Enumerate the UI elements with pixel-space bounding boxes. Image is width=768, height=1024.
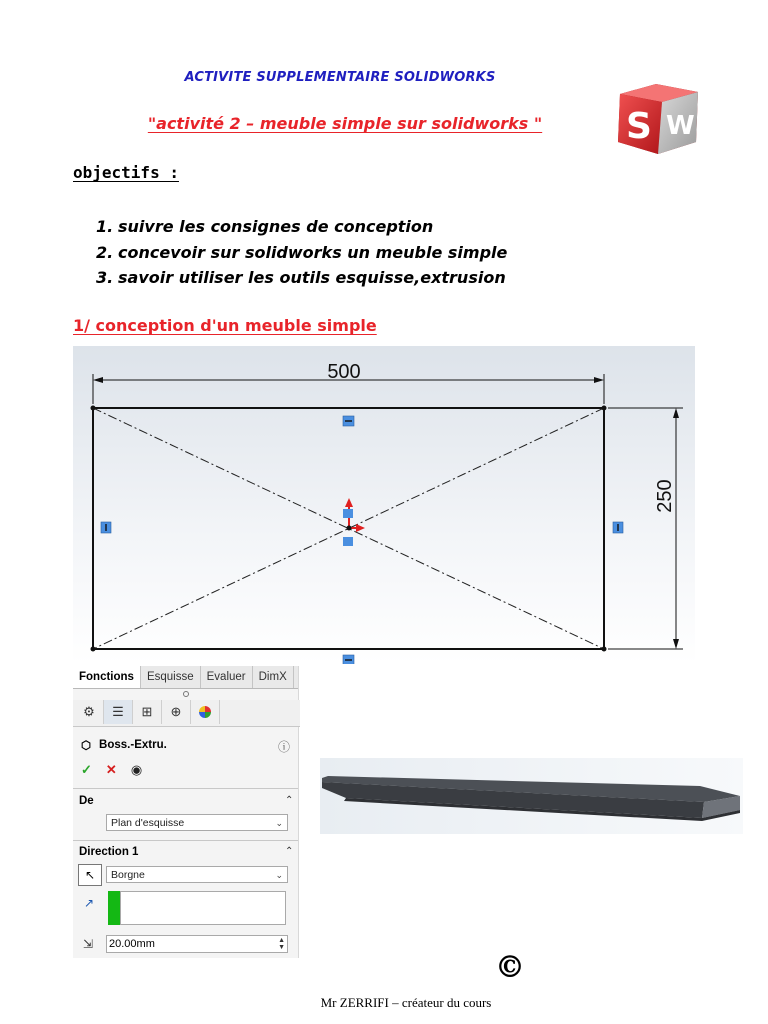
direction-color-indicator xyxy=(108,891,120,925)
group-separator xyxy=(73,788,298,789)
logo-letter-s: S xyxy=(626,106,652,147)
extrude-feature-icon: ⬡ xyxy=(81,740,92,752)
document-title: ACTIVITE SUPPLEMENTAIRE SOLIDWORKS xyxy=(184,70,496,85)
from-select[interactable] xyxy=(106,814,288,831)
section-title: 1/ conception d'un meuble simple xyxy=(73,316,377,335)
ok-check-icon[interactable]: ✓ xyxy=(81,762,92,777)
objective-text: concevoir sur solidworks un meuble simple xyxy=(118,242,508,262)
horizontal-relation-icon[interactable] xyxy=(343,416,354,426)
dimxpert-manager-icon[interactable]: ⊕ xyxy=(162,700,191,724)
tab-evaluer[interactable]: Evaluer xyxy=(201,666,253,688)
objective-text: suivre les consignes de conception xyxy=(118,217,434,236)
tab-dimx[interactable]: DimX xyxy=(253,666,294,688)
objectives-heading: objectifs : xyxy=(73,163,179,182)
sketch-drawing xyxy=(73,346,695,664)
end-condition-select[interactable] xyxy=(106,866,288,883)
objective-number: 1. xyxy=(96,217,114,236)
objective-item xyxy=(96,240,507,266)
group-separator xyxy=(73,840,298,841)
collapse-handle[interactable] xyxy=(183,691,189,697)
copyright-symbol: © xyxy=(495,950,525,985)
feature-title-text: Boss.-Extru. xyxy=(99,739,167,751)
property-manager-icon[interactable]: ☰ xyxy=(104,700,133,724)
chevron-down-icon: ⌄ xyxy=(275,818,283,828)
extruded-part-render xyxy=(320,758,743,834)
objective-text: savoir utiliser les outils esquisse,extrusion xyxy=(118,268,506,287)
panel-actions xyxy=(81,762,142,778)
height-dimension-label: 250 xyxy=(654,479,676,513)
objective-item xyxy=(96,214,507,240)
objectives-list xyxy=(96,214,507,291)
logo-letter-w: W xyxy=(666,111,695,141)
width-dimension-label: 500 xyxy=(327,361,361,383)
property-manager-panel xyxy=(73,666,299,958)
cancel-x-icon[interactable]: ✕ xyxy=(105,762,117,777)
tab-esquisse[interactable]: Esquisse xyxy=(141,666,201,688)
spinner-arrows-icon[interactable]: ▲ ▼ xyxy=(278,937,285,951)
solidworks-logo xyxy=(612,80,702,158)
command-manager-tabs xyxy=(73,666,298,689)
horizontal-relation-icon[interactable] xyxy=(343,655,354,664)
help-icon[interactable]: ⓘ xyxy=(278,740,291,754)
chevron-down-icon: ⌄ xyxy=(275,870,283,880)
feature-manager-icon[interactable]: ⚙ xyxy=(75,700,104,724)
author-credit: Mr ZERRIFI – créateur du cours xyxy=(320,995,492,1010)
chevron-up-icon[interactable]: ⌃ xyxy=(285,795,294,806)
direction-arrow-icon: ↗ xyxy=(84,896,95,910)
from-select-value: Plan d'esquisse xyxy=(111,817,185,829)
preview-eye-icon[interactable]: ◉ xyxy=(130,762,143,777)
chevron-up-icon[interactable]: ⌃ xyxy=(285,846,294,857)
direction-group-title: Direction 1 xyxy=(79,846,139,858)
manager-icon-bar xyxy=(73,700,300,727)
feature-title xyxy=(81,738,167,752)
end-condition-value: Borgne xyxy=(111,869,145,881)
objective-item xyxy=(96,265,507,291)
depth-value: 20.00mm xyxy=(109,938,155,950)
from-group-title: De xyxy=(79,795,94,807)
tab-fonctions[interactable]: Fonctions xyxy=(73,666,141,688)
depth-icon: ⇲ xyxy=(83,937,94,951)
direction-vector-field[interactable] xyxy=(120,891,286,925)
display-manager-icon[interactable] xyxy=(191,700,220,724)
objective-number: 2. xyxy=(96,242,114,262)
configuration-manager-icon[interactable]: ⊞ xyxy=(133,700,162,724)
vertical-relation-icon[interactable] xyxy=(101,522,111,533)
activity-subtitle: "activité 2 – meuble simple sur solidworks " xyxy=(147,114,543,133)
vertical-relation-icon[interactable] xyxy=(613,522,623,533)
objective-number: 3. xyxy=(96,268,114,287)
reverse-direction-button[interactable]: ↖ xyxy=(78,864,102,886)
